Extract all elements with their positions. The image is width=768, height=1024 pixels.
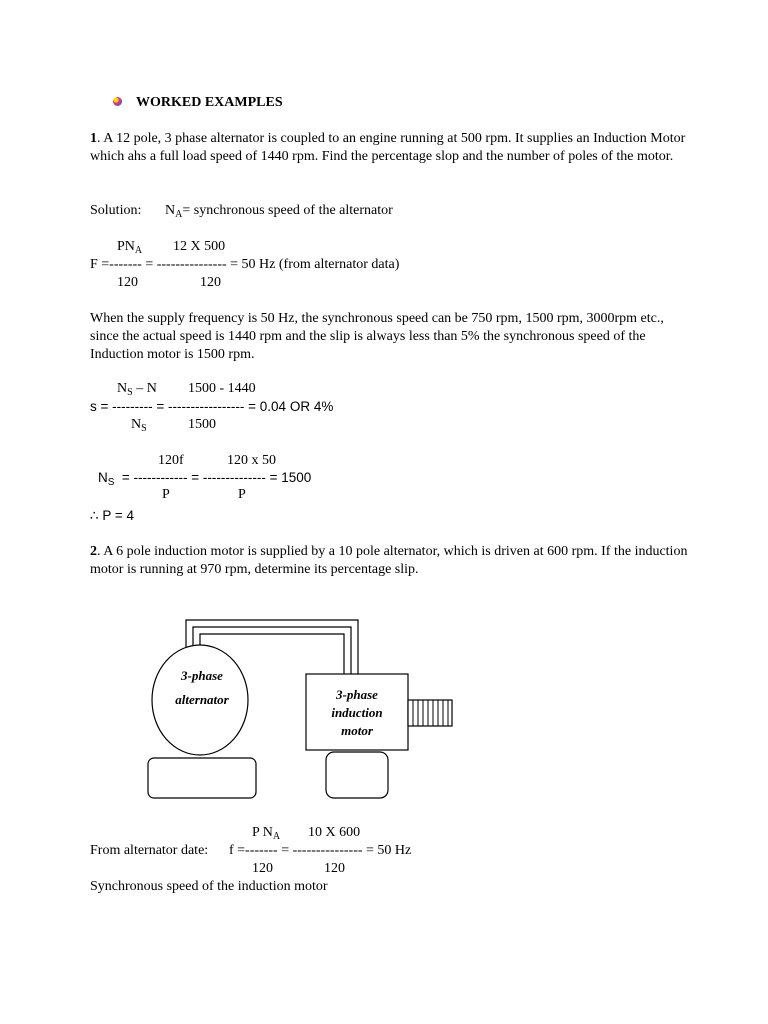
f2-numerator-2: 10 X 600 xyxy=(308,825,361,840)
sync-speed-label: Synchronous speed of the induction motor xyxy=(90,879,328,894)
alternator-label-2: alternator xyxy=(175,692,229,707)
ns-denominator-2: P xyxy=(238,487,246,502)
f2-denominator-2: 120 xyxy=(324,861,345,876)
ns-numerator-1: 120f xyxy=(158,453,184,468)
slip-equation-line: s = --------- = ----------------- = 0.04 OR 4% xyxy=(90,399,334,414)
motor-shaft xyxy=(408,700,452,726)
slip-denominator-1: $N_S$ xyxy=(131,417,147,434)
slip-denominator-2: 1500 xyxy=(188,417,216,432)
motor-base xyxy=(326,752,388,798)
slip-numerator-2: 1500 - 1440 xyxy=(188,381,256,396)
ns-numerator-2: 120 x 50 xyxy=(227,453,276,468)
f-numerator-1: $PN_A$ xyxy=(117,239,143,256)
solution-definition: $N_A=$ synchronous speed of the alternator xyxy=(165,203,393,220)
section-heading: WORKED EXAMPLES xyxy=(136,95,283,110)
f-denominator-1: 120 xyxy=(117,275,138,290)
example-2-question: 2. A 6 pole induction motor is supplied by a 10 pole alternator, which is driven at 600 rpm. If the induction motor is running at 970 rpm, determine its percentage slip. xyxy=(90,544,688,577)
f2-label: From alternator date: xyxy=(90,843,209,858)
pole-result: ∴ P = 4 xyxy=(90,508,134,523)
alternator-motor-diagram xyxy=(140,612,470,802)
alternator-label-1: 3-phase xyxy=(181,668,223,683)
solution-label: Solution: xyxy=(90,203,142,218)
alternator-base xyxy=(148,758,256,798)
f2-denominator-1: 120 xyxy=(252,861,273,876)
ns-denominator-1: P xyxy=(162,487,170,502)
f-equation-line: F =------- = --------------- = 50 Hz (from alternator data) xyxy=(90,257,400,272)
ns-equation-line: $N_S$ = ------------ = -------------- = 1500 xyxy=(98,470,312,488)
bullet-icon xyxy=(113,97,122,106)
f-numerator-2: 12 X 500 xyxy=(173,239,226,254)
f-denominator-2: 120 xyxy=(200,275,221,290)
slip-numerator-1: $N_S$ – N xyxy=(117,381,157,398)
motor-label-1: 3-phase xyxy=(336,687,378,702)
explanation-paragraph: When the supply frequency is 50 Hz, the synchronous speed can be 750 rpm, 1500 rpm, 3000rpm etc., since the actual speed is 1440 rpm and the slip is always less than 5% the synchronous speed of the Induction motor is 1500 rpm. xyxy=(90,311,664,362)
example-1-question: 1. A 12 pole, 3 phase alternator is coupled to an engine running at 500 rpm. It supplies an Induction Motor which ahs a full load speed of 1440 rpm. Find the percentage slop and the number of poles of the motor. xyxy=(90,131,686,164)
example-2-number: 2 xyxy=(90,544,97,559)
motor-label-3: motor xyxy=(341,723,373,738)
f2-equation-line: f =------- = --------------- = 50 Hz xyxy=(229,843,412,858)
motor-label-2: induction xyxy=(331,705,383,720)
example-1-number: 1 xyxy=(90,131,97,146)
f2-numerator-1: P $N_A$ xyxy=(252,825,281,842)
